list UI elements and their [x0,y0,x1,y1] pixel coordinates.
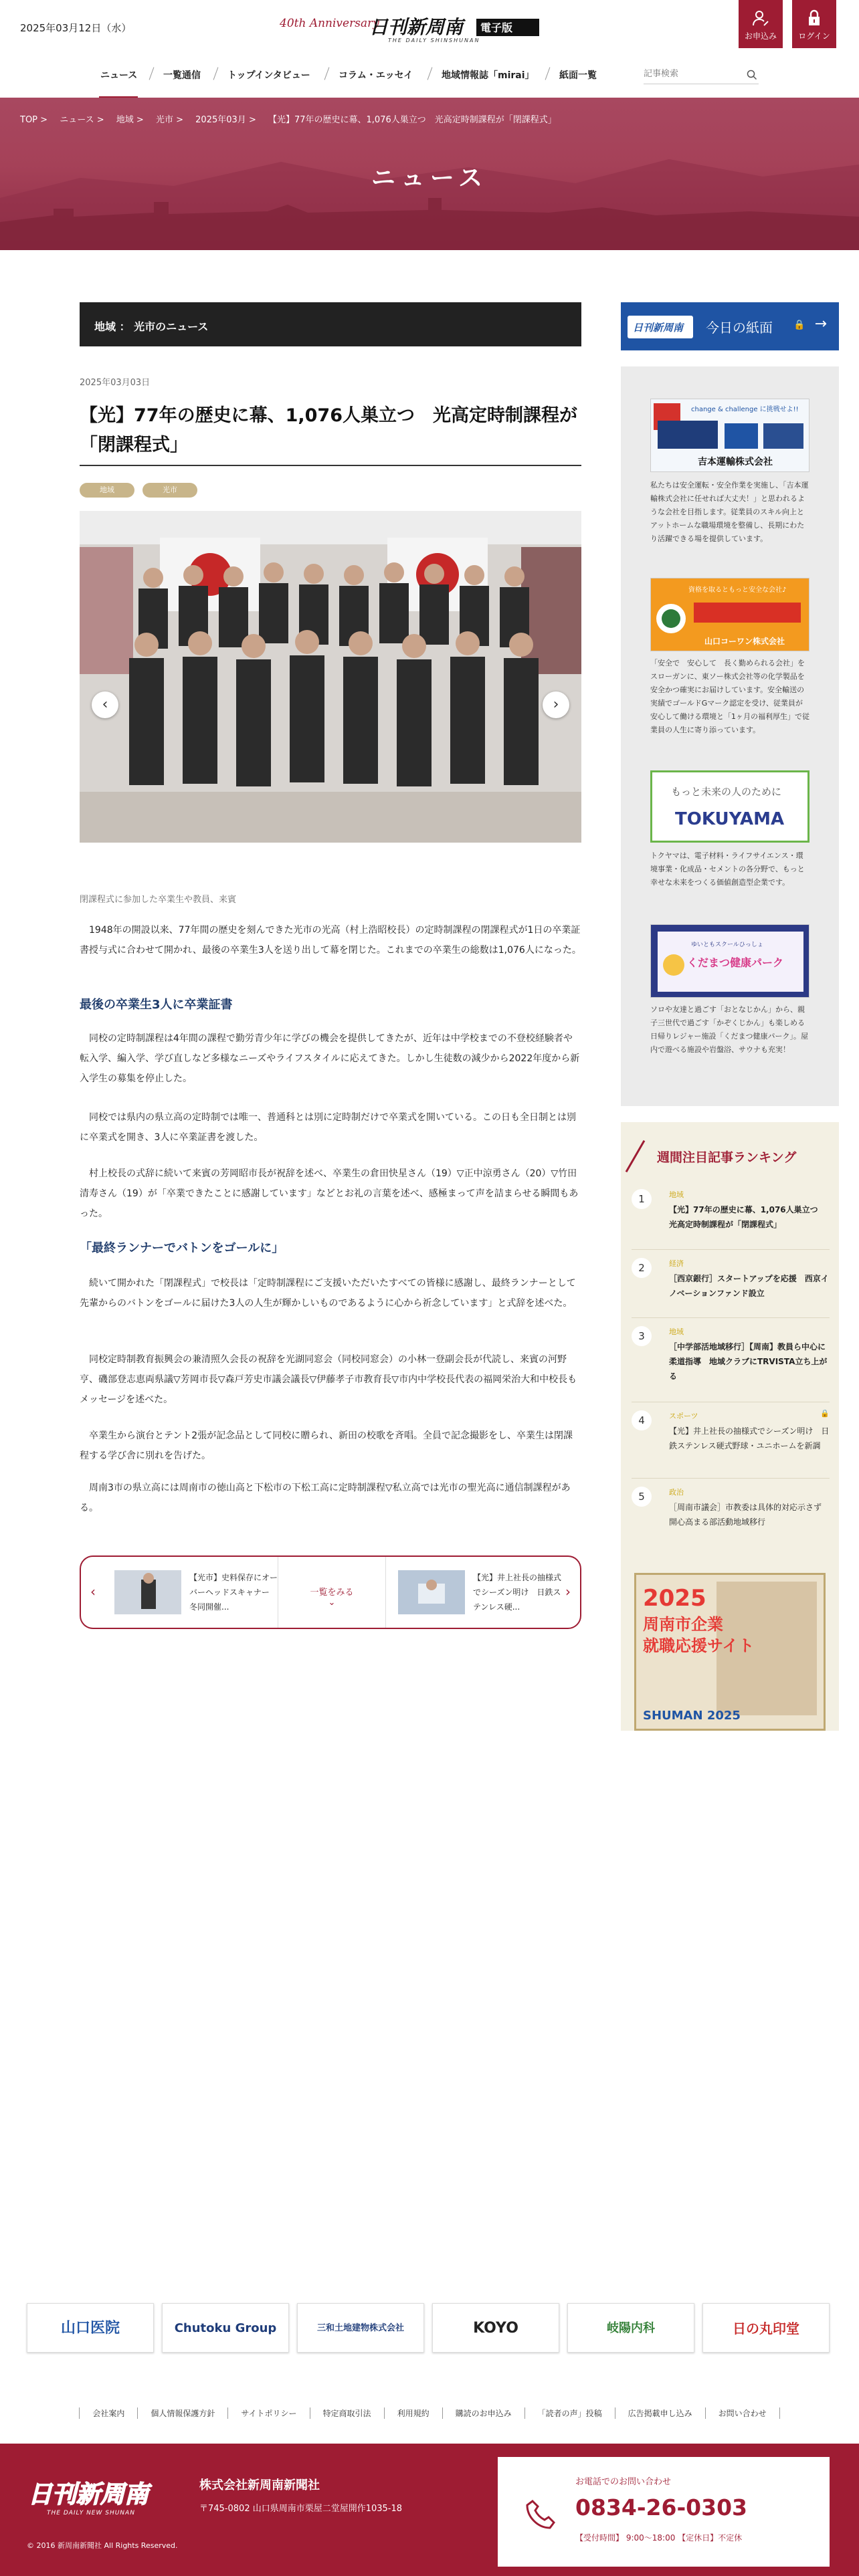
footer-link[interactable]: 「読者の声」投稿 [525,2407,615,2419]
nav-separator [427,67,433,80]
article-paragraph: 同校では県内の県立高の定時制では唯一、普通科とは別に定時制だけで卒業式を開いている。この日も全日制とは別に卒業式を開き、3人に卒業証書を渡した。 [80,1112,576,1143]
nav-ichiran-tsushin[interactable]: 一覧通信 [163,70,201,81]
today-paper-label: 今日の紙面 [706,320,773,336]
ad-kowan-tagline: 資格を取るともっと安全な会社♪ [688,586,787,594]
tag-region[interactable]: 地域 [80,483,134,498]
banner-sanwa[interactable]: 三和土地建物株式会社 [297,2303,424,2353]
ranking-number: 3 [632,1326,652,1346]
chevron-down-icon: ⌄ [328,1598,336,1608]
nav-separator [213,67,219,80]
search-icon[interactable] [747,70,757,80]
breadcrumb-news[interactable]: ニュース [60,115,94,125]
login-label: ログイン [798,31,830,41]
breadcrumb-month[interactable]: 2025年03月 [195,115,246,125]
ranking-category: 政治 [669,1488,684,1497]
ad-yoshimoto[interactable] [650,399,809,472]
next-article-title: 【光】井上社長の抽様式でシーズン明け 日鉄ステンレス硬... [473,1573,562,1612]
title-divider [80,465,581,466]
ranking-item[interactable] [632,1181,830,1243]
breadcrumb-current: 【光】77年の歴史に幕、1,076人巣立つ 光高定時制課程が「閉課程式」 [268,115,557,125]
logo-anniversary: 40th Anniversary [280,17,379,30]
arrow-right-icon: → [814,316,827,332]
site-logo[interactable] [276,13,583,44]
ad-tokuyama-tagline: もっと未来の人のために [671,786,782,798]
banner-yamaguchi-clinic[interactable]: 山口医院 [27,2303,154,2353]
current-date: 2025年03月12日（水） [20,22,132,34]
ranking-title-text: 【光】77年の歴史に幕、1,076人巣立つ 光高定時制課程が「閉課程式」 [669,1205,826,1229]
footer-link[interactable]: 広告掲載申し込み [615,2407,706,2419]
ranking-item[interactable] [632,1249,830,1311]
shuman-year: 2025 [643,1585,706,1612]
article-paragraph: 同校定時制教育振興会の兼清照久会長の祝辞を光湖同窓会（同校同窓会）の小林一登副会長が代読し、来賓の河野亨、磯部登志恵両県議▽芳岡市長▽森戸芳史市議会議長▽伊藤孝子市教育長▽市内中学校長代表の福岡栄治大和中校長もメッセージを述べた。 [80,1354,577,1405]
footer-logo-text: 日刊新周南 [28,2481,149,2508]
article-paragraph: 村上校長の式辞に続いて来賓の芳岡昭市長が祝辞を述べ、卒業生の倉田快星さん（19）▽正中涼勇さん（20）▽竹田清寿さん（19）が「卒業できたことに感謝しています」などとお礼の言葉を述べ、感極まって声を詰まらせる瞬間もあった。 [80,1168,579,1219]
article-paragraph: 周南3市の県立高には周南市の徳山高と下松市の下松工高に定時制課程▽私立高では光市の聖光高に通信制課程がある。 [80,1483,571,1513]
shuman-job-banner[interactable] [634,1573,826,1731]
phone-icon [524,2497,558,2531]
company-address: 〒745-0802 山口県周南市栗屋二堂屋開作1035-18 [199,2504,403,2514]
ranking-category: 経済 [669,1259,684,1268]
shuman-line1: 周南市企業 [643,1615,723,1634]
article-pager [80,1555,581,1629]
hero-title: ニュース [371,165,488,192]
breadcrumb-separator: > [176,115,184,125]
ranking-item[interactable] [632,1478,830,1539]
footer-link[interactable]: 利用規約 [385,2407,443,2419]
ranking-title-text: ［中学部活地域移行］【周南】教員ら中心に柔道指導 地域クラブにTRVISTA立ち上がる [669,1342,828,1381]
ranking-title-text: 【光】井上社長の抽様式でシーズン明け 日鉄ステンレス硬式野球・ユニホームを新調 [669,1426,830,1451]
paper-logo-text: 日刊新周南 [633,322,684,334]
breadcrumb-top[interactable]: TOP [20,115,38,125]
article-date: 2025年03月03日 [80,378,151,388]
ad-yamaguchi-kowan[interactable] [650,578,809,651]
next-article-thumbnail [398,1570,465,1614]
article-photo [80,511,581,843]
footer-logo-subtitle: THE DAILY NEW SHUNAN [47,2510,135,2516]
footer-logo[interactable] [27,2476,174,2518]
nav-top-interview[interactable]: トップインタビュー [227,70,310,81]
nav-column-essay[interactable]: コラム・エッセイ [339,70,413,81]
lock-icon [805,9,823,27]
article-paragraph: 同校の定時制課程は4年間の課程で勤労青少年に学びの機会を提供してきたが、近年は中学校までの不登校経験者や転入学、編入学、学び直しなど多様なニーズやライフスタイルに応えてきた。しかし生徒数の減少から2022年度から新入学生の募集を停止した。 [80,1033,580,1084]
search-box [644,64,759,84]
article-paragraph: 続いて開かれた「閉課程式」で校長は「定時制課程にご支援いただいたすべての皆様に感謝し、最終ランナーとして先輩からのバトンをゴールに届けた3人の人生が輝かしいものであるように心から祈念しています」と式辞を述べた。 [80,1278,576,1309]
breadcrumb-hikari[interactable]: 光市 [155,115,173,125]
photo-caption: 閉課程式に参加した卒業生や教員、来賓 [80,895,237,905]
breadcrumb-separator: > [96,115,104,125]
ranking-item[interactable] [632,1317,830,1398]
ranking-category: 地域 [669,1190,684,1199]
nav-paper-list[interactable]: 紙面一覧 [559,70,597,81]
phone-hours: 【受付時間】 9:00～18:00 【定休日】不定休 [575,2533,743,2543]
breadcrumb-region[interactable]: 地域 [116,115,134,125]
phone-label: お電話でのお問い合わせ [575,2477,672,2487]
nav-mirai[interactable]: 地域情報誌「mirai」 [442,70,535,81]
ranking-number: 1 [632,1189,652,1209]
global-nav [0,63,859,98]
phone-number[interactable]: 0834-26-0303 [575,2494,748,2520]
ranking-title: 週間注目記事ランキング [657,1150,797,1165]
banner-koyo[interactable]: KOYO [432,2303,559,2353]
footer-link[interactable]: お問い合わせ [706,2407,780,2419]
ad-yoshimoto-tagline: change & challenge に挑戦せよ!! [691,406,799,413]
footer-link[interactable]: 特定商取引法 [310,2407,385,2419]
article-list-link[interactable] [278,1557,386,1628]
breadcrumb [20,112,566,125]
today-paper-button[interactable] [621,302,839,350]
article-paragraph: 卒業生から演台とテント2張が記念品として同校に贈られ、新田の校歌を斉唱。全員で記念撮影をし、卒業生は閉課程する学び舎に別れを告げた。 [80,1430,573,1461]
site-footer [0,2444,859,2576]
tag-hikari[interactable]: 光市 [142,483,197,498]
search-input[interactable] [644,64,744,83]
site-header [0,0,859,48]
section-heading: 「最終ランナーでバトンをゴールに」 [80,1241,284,1255]
ad-tokuyama-name: TOKUYAMA [675,809,785,829]
lock-icon: 🔒 [820,1409,830,1418]
ad-kowan-name: 山口コーワン株式会社 [704,637,785,646]
nav-separator [545,67,551,80]
nav-separator [324,67,330,80]
ad-panel [621,366,839,1106]
group-photo-image [80,511,581,843]
paper-logo [628,316,693,338]
ranking-title-text: ［周南市議会］市教委は具体的対応示さず 開心高まる部活動地域移行 [669,1503,830,1527]
breadcrumb-separator: > [136,115,144,125]
ranking-number: 5 [632,1487,652,1507]
article-list-label: 一覧をみる [310,1588,354,1598]
photo-next-button[interactable] [543,691,569,718]
region-bar: 地域 ： 光市のニュース [80,302,581,346]
chevron-right-icon: › [553,696,559,713]
login-button[interactable] [792,0,836,48]
prev-article-title: 【光市】史料保存にオーバーヘッドスキャナー 冬同開催... [189,1573,278,1612]
ranking-item[interactable] [632,1402,830,1471]
footer-nav [0,2407,859,2421]
lock-icon: 🔒 [793,320,805,330]
ranking-category: スポーツ [669,1412,698,1420]
company-name: 株式会社新周南新聞社 [199,2478,320,2492]
banner-hinomaru[interactable]: 日の丸印堂 [702,2303,830,2353]
prev-article-thumbnail [114,1570,181,1614]
article-title: 【光】77年の歴史に幕、1,076人巣立つ 光高定時制課程が「閉課程式」 [80,405,577,455]
breadcrumb-separator: > [40,115,48,125]
ad-kudamatsu-park[interactable] [650,924,809,998]
ad-yoshimoto-name: 吉本運輸株式会社 [698,457,773,467]
ad-kudamatsu-tagline: ゆいともスクールひっしょ [691,942,763,948]
chevron-left-icon: ‹ [102,696,108,713]
banner-giyo-naika[interactable]: 岐陽内科 [567,2303,694,2353]
copyright: © 2016 新周南新聞社 All Rights Reserved. [27,2541,178,2550]
footer-link[interactable]: 会社案内 [79,2407,138,2419]
nav-separator [149,67,155,80]
phone-contact-box [498,2457,830,2567]
shuman-line2: 就職応援サイト [643,1636,755,1655]
ad-kowan-text: 「安全で 安心して 長く勤められる会社」をスローガンに、東ソー株式会社等の化学製品を安全かつ確実にお届けしています。安全輸送の実績でゴールドGマーク認定を受け、従業員が安心して働ける環境と「1ヶ月の福利厚生」で従業員の人生に寄り添っています。 [650,659,809,734]
logo-subtitle: THE DAILY SHINSHUNAN [388,37,480,43]
ranking-accent-line [626,1140,646,1172]
ad-tokuyama-text: トクヤマは、電子材料・ライフサイエンス・環境事業・化成品・セメントの各分野で、もっと幸せな未来をつくる価値創造型企業です。 [650,851,805,887]
logo-text: 日刊新周南 [369,16,464,38]
breadcrumb-separator: > [248,115,256,125]
chevron-left-icon[interactable]: ‹ [90,1584,96,1600]
ad-kudamatsu-name: くだまつ健康パーク [687,956,784,969]
ranking-number: 4 [632,1410,652,1430]
page-hero [0,98,859,250]
section-heading: 最後の卒業生3人に卒業証書 [80,998,233,1012]
ranking-category: 地域 [669,1327,684,1336]
logo-badge: 電子版 [480,21,513,34]
footer-link[interactable]: 購読のお申込み [443,2407,525,2419]
apply-label: お申込み [744,31,777,41]
ranking-title-text: ［西京銀行］スタートアップを応援 西京イノベーションファンド設立 [669,1274,829,1298]
photo-prev-button[interactable] [92,691,118,718]
footer-link[interactable]: サイトポリシー [228,2407,310,2419]
chevron-right-icon[interactable]: › [565,1584,571,1600]
banner-chutoku[interactable]: Chutoku Group [162,2303,289,2353]
article-paragraph: 1948年の開設以来、77年間の歴史を刻んできた光市の光高（村上浩昭校長）の定時制課程の閉課程式が1日の卒業証書授与式に合わせて開かれ、最後の卒業生3人を送り出して幕を閉じた。これまでの卒業生の総数は1,076人になった。 [80,925,581,956]
apply-button[interactable] [739,0,783,48]
sponsor-banners [27,2303,832,2354]
nav-news[interactable]: ニュース [100,70,138,81]
person-pen-icon [752,9,769,27]
footer-link[interactable]: 個人情報保護方針 [138,2407,228,2419]
ad-tokuyama[interactable] [650,770,809,843]
ad-kudamatsu-text: ソロや友達と過ごす「おとなじかん」から、親子三世代で過ごす「かぞくじかん」も楽しめる日帰りレジャー施設「くだまつ健康パーク」。屋内で遊べる施設や岩盤浴、サウナも充実！ [650,1005,809,1054]
ad-yoshimoto-text: 私たちは安全運転・安全作業を実施し、「吉本運輸株式会社に任せれば大丈夫！」と思われるような会社を目指します。従業員のスキル向上とアットホームな職場環境を整備し、長期にわたり活躍できる場を提供しています。 [650,481,809,543]
shuman-brand: SHUMAN 2025 [643,1709,741,1723]
ranking-number: 2 [632,1258,652,1278]
